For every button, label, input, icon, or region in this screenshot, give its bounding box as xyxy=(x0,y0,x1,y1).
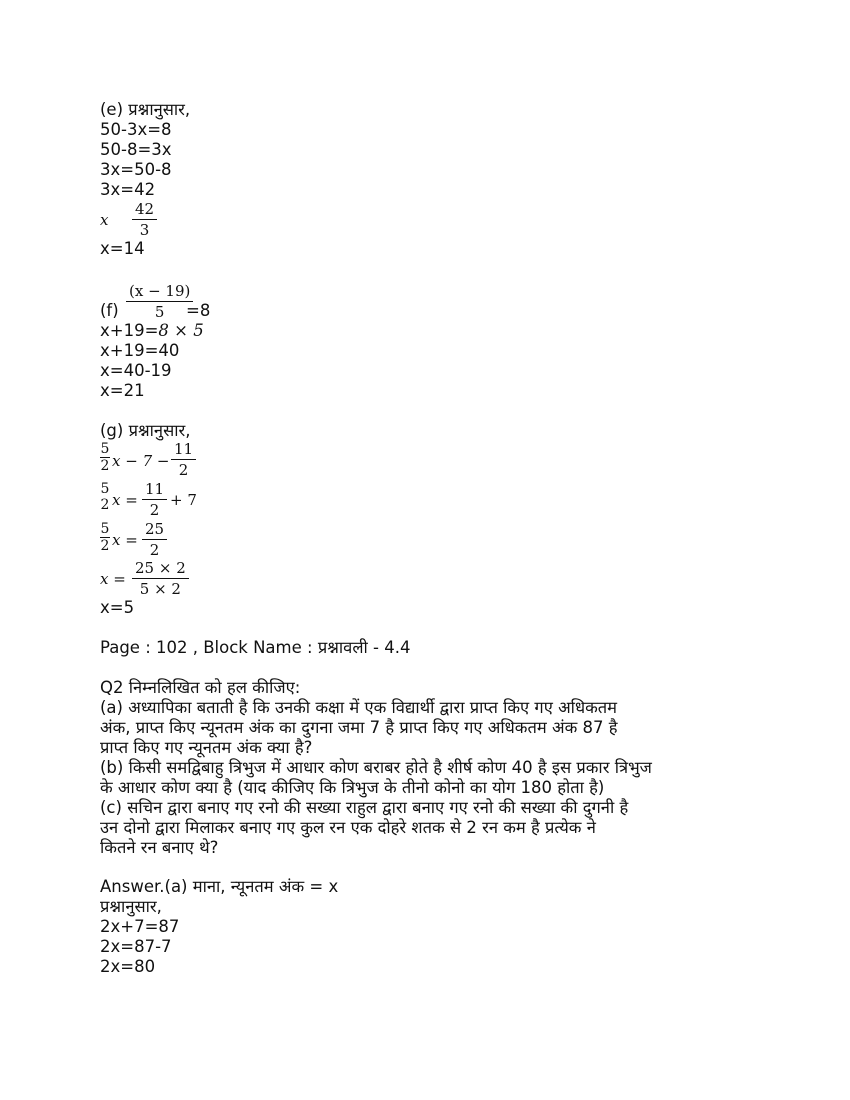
question-text: (b) किसी समद्विबाहु त्रिभुज में आधार कोण बराबर होते है शीर्ष कोण 40 है इस प्रकार त्रिभुज xyxy=(100,758,652,777)
part-g-fraction xyxy=(142,479,167,520)
question-text: उन दोनो द्वारा मिलाकर बनाए गए कुल रन एक दोहरे शतक से 2 रन कम है प्रत्येक ने xyxy=(100,818,596,837)
part-g-expression: x − 7 − xyxy=(112,452,170,470)
fraction-denominator: 2 xyxy=(149,541,160,559)
fraction-denominator: 2 xyxy=(100,458,110,474)
part-e-line: 50-3x=8 xyxy=(100,120,172,139)
part-g-heading: (g) प्रश्नानुसार, xyxy=(100,421,191,440)
answer-heading: प्रश्नानुसार, xyxy=(100,897,162,916)
part-e-fraction xyxy=(132,199,157,240)
fraction-numerator: 5 xyxy=(100,481,110,497)
fraction-denominator: 5 xyxy=(154,303,165,321)
fraction-numerator: 5 xyxy=(100,441,110,457)
fraction-denominator: 2 xyxy=(100,497,110,513)
question-text: कितने रन बनाए थे? xyxy=(100,838,219,857)
fraction-denominator: 2 xyxy=(149,501,160,519)
part-g-fraction xyxy=(171,439,196,480)
fraction-denominator: 3 xyxy=(139,221,150,239)
answer-line: 2x=80 xyxy=(100,957,156,976)
part-e-line: 50-8=3x xyxy=(100,140,172,159)
question-title: Q2 निम्नलिखित को हल कीजिए: xyxy=(100,678,301,697)
part-f-fraction xyxy=(126,281,193,322)
part-f-line: x=40-19 xyxy=(100,361,172,380)
part-g-coefficient xyxy=(100,481,110,513)
part-g-result: x=5 xyxy=(100,598,135,617)
fraction-numerator: 11 xyxy=(171,439,196,460)
fraction-denominator: 2 xyxy=(100,538,110,554)
part-g-coefficient xyxy=(100,441,110,474)
part-e-heading: (e) प्रश्नानुसार, xyxy=(100,100,191,119)
fraction-numerator: 11 xyxy=(142,479,167,500)
question-text: (a) अध्यापिका बताती है कि उनकी कक्षा में एक विद्यार्थी द्वारा प्राप्त किए गए अधिकतम xyxy=(100,698,618,717)
fraction-numerator: 25 xyxy=(142,519,167,540)
part-e-result: x=14 xyxy=(100,239,145,258)
part-e-variable: x xyxy=(100,211,109,229)
part-e-line: 3x=50-8 xyxy=(100,160,172,179)
part-g-expression: x = xyxy=(112,491,138,509)
question-text: के आधार कोण क्या है (याद कीजिए कि त्रिभुज के तीनो कोनो का योग 180 होता है) xyxy=(100,778,605,797)
fraction-denominator: 2 xyxy=(178,461,189,479)
part-g-coefficient xyxy=(100,521,110,554)
answer-line: 2x+7=87 xyxy=(100,917,180,936)
answer-line: 2x=87-7 xyxy=(100,937,172,956)
part-e-line: 3x=42 xyxy=(100,180,156,199)
part-g-expression: + 7 xyxy=(170,491,197,509)
part-f-result: x=21 xyxy=(100,381,145,400)
question-text: अंक, प्राप्त किए न्यूनतम अंक का दुगना जमा 7 है प्राप्त किए गए अधिकतम अंक 87 है xyxy=(100,718,618,737)
question-text: प्राप्त किए गए न्यूनतम अंक क्या है? xyxy=(100,738,313,757)
part-f-line xyxy=(100,321,204,341)
answer-intro: Answer.(a) माना, न्यूनतम अंक = x xyxy=(100,877,339,896)
page-reference: Page : 102 , Block Name : प्रश्नावली - 4.4 xyxy=(100,638,411,657)
part-g-fraction xyxy=(132,558,189,599)
part-g-fraction xyxy=(142,519,167,560)
part-g-expression: x = xyxy=(100,570,126,588)
fraction-denominator: 5 × 2 xyxy=(139,580,181,598)
fraction-numerator: (x − 19) xyxy=(126,281,193,302)
fraction-numerator: 42 xyxy=(132,199,157,220)
part-g-expression: x = xyxy=(112,531,138,549)
fraction-numerator: 25 × 2 xyxy=(132,558,189,579)
question-text: (c) सचिन द्वारा बनाए गए रनो की सख्या राहुल द्वारा बनाए गए रनो की सख्या की दुगनी है xyxy=(100,798,629,817)
line-math: 8 × 5 xyxy=(158,321,204,340)
fraction-numerator: 5 xyxy=(100,521,110,537)
part-f-equals: =8 xyxy=(186,301,211,320)
part-f-label: (f) xyxy=(100,301,119,320)
line-prefix: x+19= xyxy=(100,321,159,340)
part-f-line: x+19=40 xyxy=(100,341,180,360)
